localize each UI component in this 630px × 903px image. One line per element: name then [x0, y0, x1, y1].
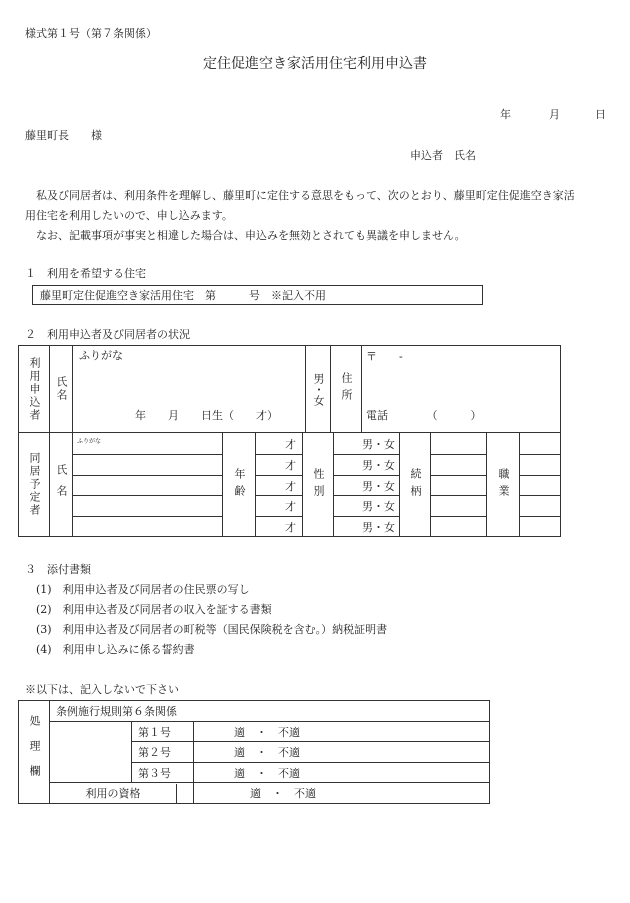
age-cell[interactable]: 才 [256, 476, 303, 496]
section1-box-text: 藤里町定住促進空き家活用住宅 第 号 ※記入不用 [40, 289, 326, 302]
furigana-label: ふりがな [79, 349, 123, 362]
sex-cell[interactable]: 男・女 [334, 496, 400, 517]
furigana-small: ふりがな [77, 438, 102, 445]
sex-cell[interactable]: 男・女 [334, 476, 400, 496]
sex-header: 性別 [303, 433, 334, 537]
processing-table [18, 700, 490, 804]
relation-cell[interactable] [431, 433, 487, 455]
cohabitant-name-cell[interactable] [73, 433, 223, 455]
rule-header: 条例施行規則第６条関係 [50, 701, 490, 722]
rule-row-label: 第２号 [132, 742, 194, 763]
relation-cell[interactable] [431, 517, 487, 537]
applicant-name-label: 申込者 氏名 [410, 149, 476, 162]
address-header: 住所 [331, 346, 362, 433]
section3-heading: ３ 添付書類 [25, 563, 91, 576]
applicant-table [18, 345, 561, 433]
date-month: 月 [549, 108, 560, 121]
relation-header: 続柄 [400, 433, 431, 537]
cohabitant-table [18, 432, 561, 537]
rule-row-value[interactable]: 適 ・ 不適 [194, 722, 490, 742]
qualification-label-text: 利用の資格 [50, 784, 177, 803]
postal-code-label: 〒 - [366, 350, 403, 363]
job-cell[interactable] [520, 496, 561, 517]
cohabitant-name-cell[interactable] [73, 517, 223, 537]
cohabitant-name-cell[interactable] [73, 455, 223, 476]
cohabitant-name-header: 氏名 [50, 433, 73, 537]
date-day: 日 [595, 108, 606, 121]
relation-cell[interactable] [431, 455, 487, 476]
rule-row-label: 第３号 [132, 763, 194, 783]
relation-cell[interactable] [431, 476, 487, 496]
qualification-value[interactable]: 適 ・ 不適 [194, 783, 490, 804]
form-number: 様式第１号（第７条関係） [25, 27, 157, 40]
age-cell[interactable]: 才 [256, 455, 303, 476]
relation-cell[interactable] [431, 496, 487, 517]
rule-blank-cell [50, 722, 132, 783]
job-cell[interactable] [520, 517, 561, 537]
phone-label: 電話 （ ） [366, 409, 482, 422]
section1-box [32, 285, 483, 305]
rule-row-value[interactable]: 適 ・ 不適 [194, 763, 490, 783]
attachment-item-1: (1) 利用申込者及び同居者の住民票の写し [36, 583, 250, 596]
sex-cell[interactable]: 男・女 [334, 517, 400, 537]
addressee: 藤里町長 様 [25, 129, 102, 142]
cohabitant-name-cell[interactable] [73, 496, 223, 517]
gender-cell[interactable]: 男・女 [306, 346, 331, 433]
qualification-label [50, 783, 194, 804]
cohabitant-name-cell[interactable] [73, 476, 223, 496]
date-year: 年 [500, 108, 511, 121]
attachment-item-3: (3) 利用申込者及び同居者の町税等（国民保険税を含む。）納税証明書 [36, 623, 388, 636]
rule-row-label: 第１号 [132, 722, 194, 742]
page-title: 定住促進空き家活用住宅利用申込書 [203, 56, 427, 72]
attachment-item-2: (2) 利用申込者及び同居者の収入を証する書類 [36, 603, 272, 616]
age-cell[interactable]: 才 [256, 517, 303, 537]
age-header: 年齢 [223, 433, 256, 537]
name-header: 氏名 [50, 346, 73, 433]
job-header: 職業 [487, 433, 520, 537]
body-line-2: 用住宅を利用したいので、申し込みます。 [25, 209, 233, 222]
applicant-header: 利用申込者 [19, 346, 50, 433]
job-cell[interactable] [520, 433, 561, 455]
sex-cell[interactable]: 男・女 [334, 433, 400, 455]
applicant-name-cell[interactable] [73, 346, 306, 433]
job-cell[interactable] [520, 455, 561, 476]
body-line-3: なお、記載事項が事実と相違した場合は、申込みを無効とされても異議を申しません。 [36, 229, 466, 242]
sex-cell[interactable]: 男・女 [334, 455, 400, 476]
body-line-1: 私及び同居者は、利用条件を理解し、藤里町に定住する意思をもって、次のとおり、藤里町定住促進空き家活 [36, 189, 575, 202]
age-cell[interactable]: 才 [256, 496, 303, 517]
section2-heading: ２ 利用申込者及び同居者の状況 [25, 328, 190, 341]
address-cell[interactable] [362, 346, 561, 433]
office-use-note: ※以下は、記入しないで下さい [25, 683, 179, 696]
birth-date-label: 年 月 日生（ 才） [135, 409, 278, 422]
section1-heading: １ 利用を希望する住宅 [25, 267, 146, 280]
cohabitant-header: 同居予定者 [19, 433, 50, 537]
rule-row-value[interactable]: 適 ・ 不適 [194, 742, 490, 763]
job-cell[interactable] [520, 476, 561, 496]
processing-header: 処理欄 [19, 701, 50, 804]
attachment-item-4: (4) 利用申し込みに係る誓約書 [36, 643, 195, 656]
age-cell[interactable]: 才 [256, 433, 303, 455]
